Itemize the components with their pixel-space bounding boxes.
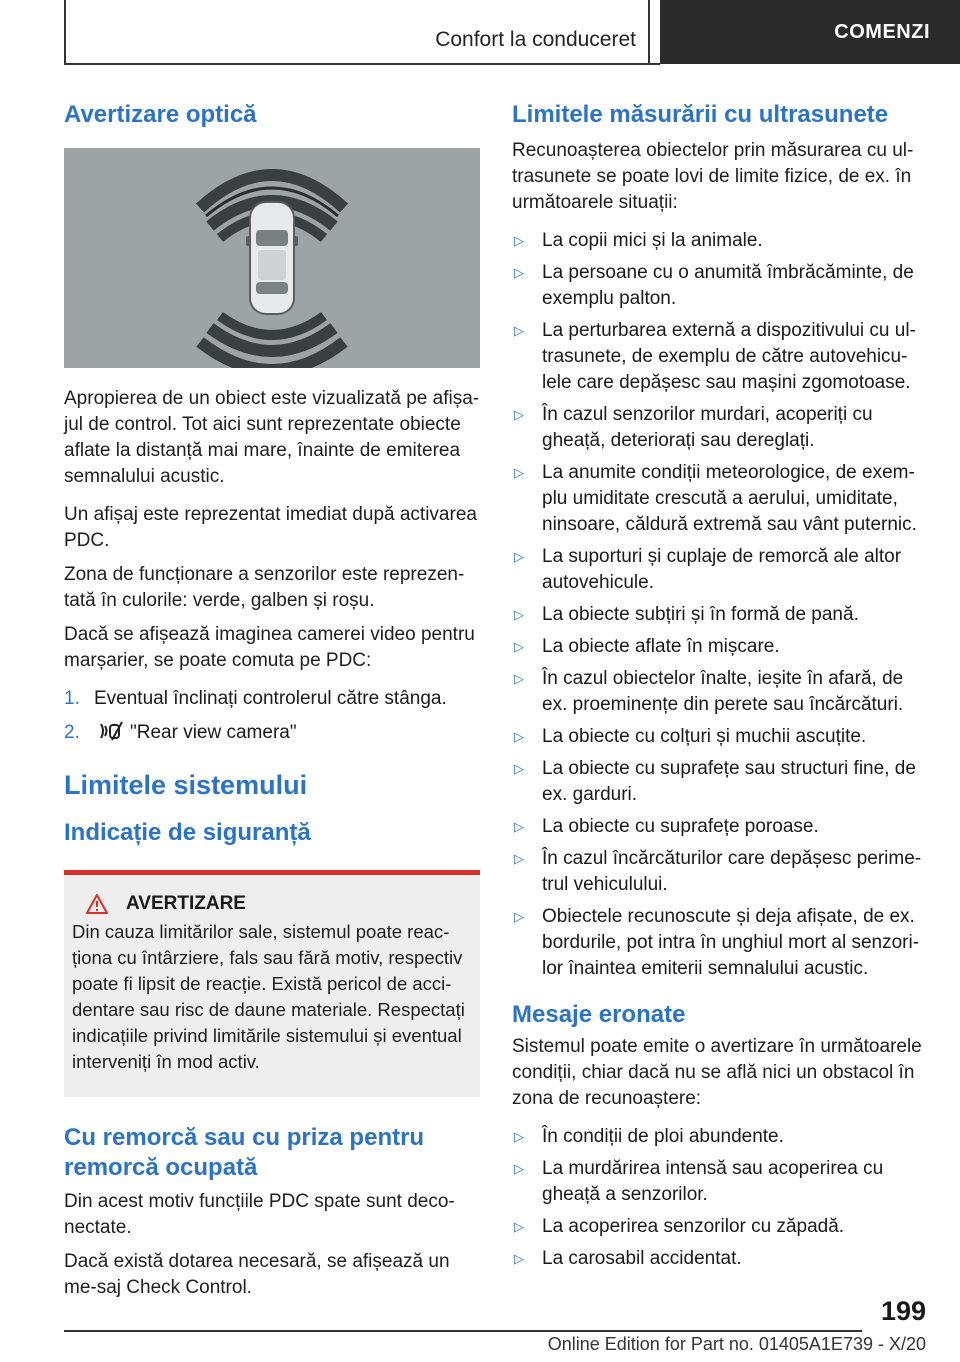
limitations-list — [512, 228, 926, 982]
paragraph-display-activation: Un afișaj este reprezentat imediat după activarea PDC. — [64, 504, 477, 551]
list-item — [512, 814, 926, 840]
bullet-triangle-icon: ▷ — [514, 761, 524, 776]
list-item-text: În cazul încărcăturilor care depășesc perime-trul vehiculului. — [542, 848, 922, 895]
warning-triangle-icon — [86, 894, 108, 914]
warning-title: AVERTIZARE — [126, 893, 246, 914]
list-item-text: La obiecte cu colțuri și muchii ascuțite. — [542, 726, 867, 747]
bullet-triangle-icon: ▷ — [514, 909, 524, 924]
step-number: 2. — [64, 722, 80, 743]
header-separator — [648, 0, 650, 64]
list-item-text: La obiecte cu suprafețe sau structuri fine, de ex. garduri. — [542, 758, 916, 805]
bullet-triangle-icon: ▷ — [514, 323, 524, 338]
heading-system-limits: Limitele sistemului — [64, 770, 308, 800]
steps-list — [64, 686, 480, 750]
bullet-triangle-icon: ▷ — [514, 819, 524, 834]
bullet-triangle-icon: ▷ — [514, 1219, 524, 1234]
bullet-triangle-icon: ▷ — [514, 549, 524, 564]
step-number: 1. — [64, 688, 80, 709]
warning-box — [64, 875, 480, 1097]
step-text: Eventual înclinați controlerul către stânga. — [94, 688, 447, 709]
bullet-triangle-icon: ▷ — [514, 729, 524, 744]
header-rule-bottom — [64, 63, 660, 65]
list-item — [512, 634, 926, 660]
list-item-text: La perturbarea externă a dispozitivului cu ul-trasunete, de exemplu de către autovehicu-lele care depășesc sau mașini zgomotoase. — [542, 320, 916, 393]
list-item-text: La persoane cu o anumită îmbrăcăminte, de exemplu palton. — [542, 262, 914, 309]
list-item-text: La obiecte subțiri și în formă de pană. — [542, 604, 859, 625]
list-item — [512, 402, 926, 454]
list-item — [512, 228, 926, 254]
right-column — [512, 100, 926, 1278]
list-item-text: La anumite condiții meteorologice, de exem-plu umiditate crescută a aerului, umiditate, ninsoare, căldură extremă sau vânt puternic. — [542, 462, 917, 535]
heading-false-messages: Mesaje eronate — [512, 1001, 686, 1028]
bullet-triangle-icon: ▷ — [514, 1161, 524, 1176]
list-item-text: În cazul senzorilor murdari, acoperiți cu gheață, deteriorați sau dereglați. — [542, 404, 873, 451]
list-item — [512, 602, 926, 628]
paragraph-sensor-zones: Zona de funcționare a senzorilor este reprezen-tată în culorile: verde, galben și roșu. — [64, 564, 465, 611]
list-item-text: În condiții de ploi abundente. — [542, 1126, 784, 1147]
chapter-tab: COMENZI — [660, 0, 960, 64]
bullet-triangle-icon: ▷ — [514, 1251, 524, 1266]
bullet-triangle-icon: ▷ — [514, 607, 524, 622]
bullet-triangle-icon: ▷ — [514, 1129, 524, 1144]
list-item — [512, 318, 926, 396]
list-item — [512, 544, 926, 596]
warning-header — [72, 893, 472, 915]
header-rule-left — [64, 0, 66, 64]
paragraph-approach: Apropierea de un obiect este vizualizată pe afișa-jul de control. Tot aici sunt reprezentate obiecte aflate la distanță mai mare, înainte de emiterea semnalului acustic. — [64, 388, 480, 487]
list-item — [512, 756, 926, 808]
heading-visual-warning: Avertizare optică — [64, 101, 257, 128]
list-item-text: În cazul obiectelor înalte, ieșite în afară, de ex. proeminențe din perete sau încărcături. — [542, 668, 904, 715]
step-item — [64, 720, 480, 750]
pdc-symbol-icon — [98, 720, 130, 750]
list-item — [512, 904, 926, 982]
paragraph-check-control: Dacă există dotarea necesară, se afișează un me-saj Check Control. — [64, 1251, 450, 1298]
warning-text: Din cauza limitărilor sale, sistemul poate reac-ționa cu întârziere, fals sau fără motiv, respectiv poate fi lipsit de reacție. Există pericol de acci-dentare sau risc de daune materiale. Respectați indicațiile privind limitările sistemului și eventual interveniți în mod activ. — [72, 921, 465, 1072]
footer-rule — [64, 1330, 862, 1332]
step-text: "Rear view camera" — [130, 722, 297, 743]
bullet-triangle-icon: ▷ — [514, 265, 524, 280]
edition-note: Online Edition for Part no. 01405A1E739 - X/20 — [547, 1334, 926, 1354]
paragraph-false-messages: Sistemul poate emite o avertizare în următoarele condiții, chiar dacă nu se află nici un obstacol în zona de recunoaștere: — [512, 1036, 922, 1109]
bullet-triangle-icon: ▷ — [514, 233, 524, 248]
paragraph-camera-switch: Dacă se afișează imaginea camerei video pentru marșarier, se poate comuta pe PDC: — [64, 624, 475, 671]
list-item — [512, 1214, 926, 1240]
bullet-triangle-icon: ▷ — [514, 639, 524, 654]
list-item-text: La copii mici și la animale. — [542, 230, 763, 251]
pdc-display-illustration — [64, 148, 480, 368]
list-item — [512, 846, 926, 898]
parking-sensor-graphic — [64, 148, 480, 368]
section-title: Confort la conduceret — [435, 28, 636, 51]
heading-trailer: Cu remorcă sau cu priza pentru remorcă ocupată — [64, 1124, 425, 1181]
paragraph-ultrasound: Recunoașterea obiectelor prin măsurarea cu ul-trasunete se poate lovi de limite fizice, de ex. în următoarele situații: — [512, 140, 914, 213]
list-item — [512, 1246, 926, 1272]
bullet-triangle-icon: ▷ — [514, 671, 524, 686]
bullet-triangle-icon: ▷ — [514, 407, 524, 422]
page-number: 199 — [880, 1296, 926, 1326]
list-item-text: La obiecte aflate în mișcare. — [542, 636, 780, 657]
list-item — [512, 724, 926, 750]
heading-safety-note: Indicație de siguranță — [64, 819, 311, 846]
left-column — [64, 100, 480, 1301]
bullet-triangle-icon: ▷ — [514, 851, 524, 866]
list-item-text: La carosabil accidentat. — [542, 1248, 742, 1269]
list-item — [512, 1156, 926, 1208]
list-item — [512, 460, 926, 538]
list-item-text: La obiecte cu suprafețe poroase. — [542, 816, 819, 837]
paragraph-trailer-pdc: Din acest motiv funcțiile PDC spate sunt deco-nectate. — [64, 1191, 455, 1238]
list-item-text: La suporturi și cuplaje de remorcă ale altor autovehicule. — [542, 546, 902, 593]
list-item-text: La murdărirea intensă sau acoperirea cu gheață a senzorilor. — [542, 1158, 884, 1205]
bullet-triangle-icon: ▷ — [514, 465, 524, 480]
list-item — [512, 260, 926, 312]
false-alarm-list — [512, 1124, 926, 1272]
heading-ultrasound-limits: Limitele măsurării cu ultrasunete — [512, 101, 889, 128]
step-item — [64, 686, 480, 712]
list-item — [512, 1124, 926, 1150]
list-item — [512, 666, 926, 718]
list-item-text: La acoperirea senzorilor cu zăpadă. — [542, 1216, 845, 1237]
list-item-text: Obiectele recunoscute și deja afișate, de ex. bordurile, pot intra în unghiul mort al senzori-lor înaintea emiterii semnalului acustic. — [542, 906, 920, 979]
